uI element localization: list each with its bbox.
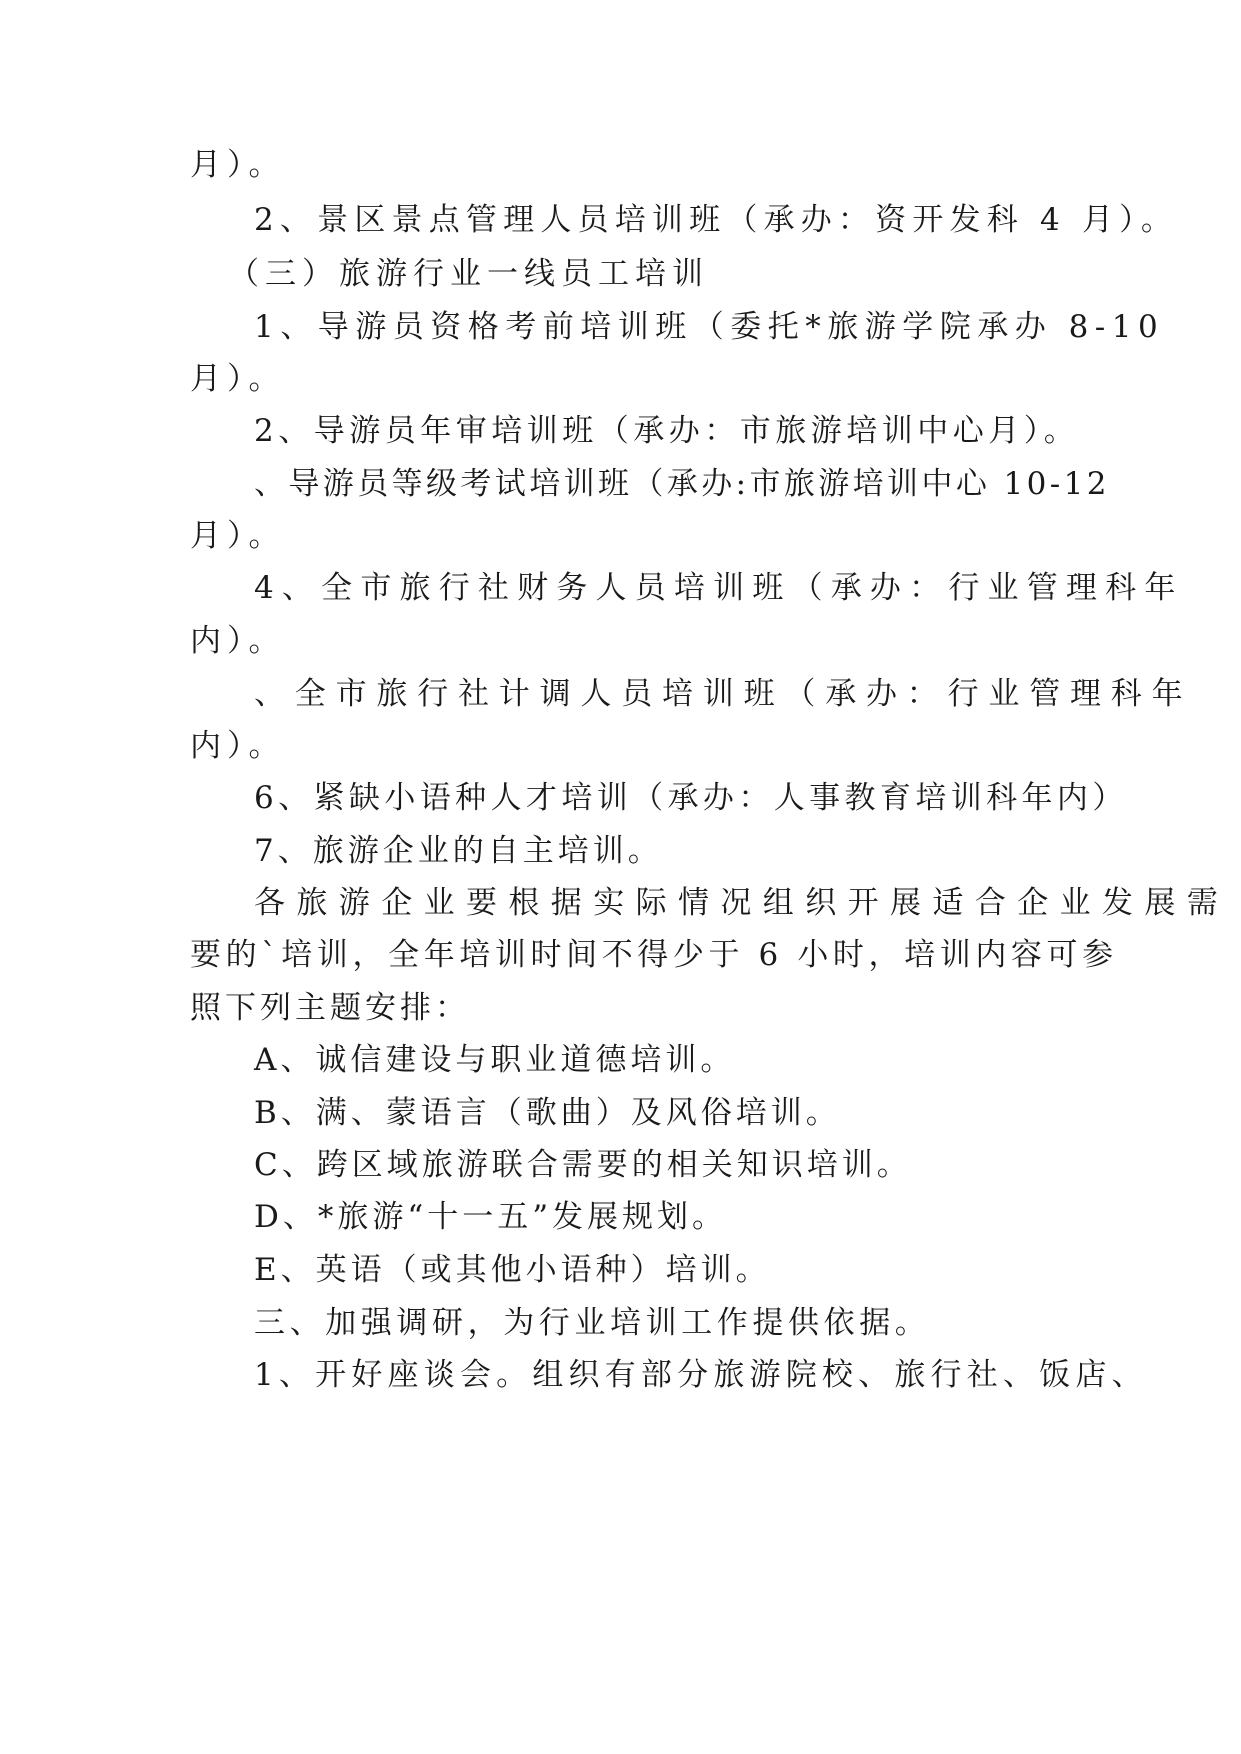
text-line-1: 月）。 <box>190 147 286 183</box>
text-line-4: 1、导游员资格考前培训班（委托*旅游学院承办 8-10 <box>254 309 1165 345</box>
text-line-21: D、*旅游“十一五”发展规划。 <box>254 1199 728 1235</box>
text-line-24: 1、开好座谈会。组织有部分旅游院校、旅行社、饭店、 <box>254 1357 1148 1393</box>
text-line-13: 6、紧缺小语种人才培训（承办：人事教育培训科年内） <box>254 780 1128 816</box>
text-line-5: 月）。 <box>190 361 286 397</box>
text-line-16: 要的`培训，全年培训时间不得少于 6 小时，培训内容可参 <box>190 937 1118 973</box>
text-line-19: B、满、蒙语言（歌曲）及风俗培训。 <box>254 1095 841 1131</box>
text-line-11: 、全市旅行社计调人员培训班（承办：行业管理科年 <box>254 676 1193 712</box>
text-line-6: 2、导游员年审培训班（承办：市旅游培训中心月）。 <box>254 413 1080 449</box>
text-line-18: A、诚信建设与职业道德培训。 <box>254 1042 736 1078</box>
text-line-22: E、英语（或其他小语种）培训。 <box>254 1252 771 1288</box>
text-line-23: 三、加强调研，为行业培训工作提供依据。 <box>254 1305 931 1341</box>
text-line-17: 照下列主题安排： <box>190 990 470 1026</box>
text-line-20: C、跨区域旅游联合需要的相关知识培训。 <box>254 1147 912 1183</box>
text-line-12: 内）。 <box>190 728 286 764</box>
text-line-3: （三）旅游行业一线员工培训 <box>228 256 709 292</box>
text-line-2: 2、景区景点管理人员培训班（承办：资开发科 4 月）。 <box>254 202 1179 238</box>
text-line-15: 各旅游企业要根据实际情况组织开展适合企业发展需 <box>254 885 1230 921</box>
text-line-14: 7、旅游企业的自主培训。 <box>254 833 663 869</box>
text-line-10: 内）。 <box>190 623 286 659</box>
text-line-8: 月）。 <box>190 518 286 554</box>
text-line-7: 、导游员等级考试培训班（承办:市旅游培训中心 10-12 <box>254 466 1110 502</box>
text-line-9: 4、全市旅行社财务人员培训班（承办：行业管理科年 <box>254 570 1184 606</box>
